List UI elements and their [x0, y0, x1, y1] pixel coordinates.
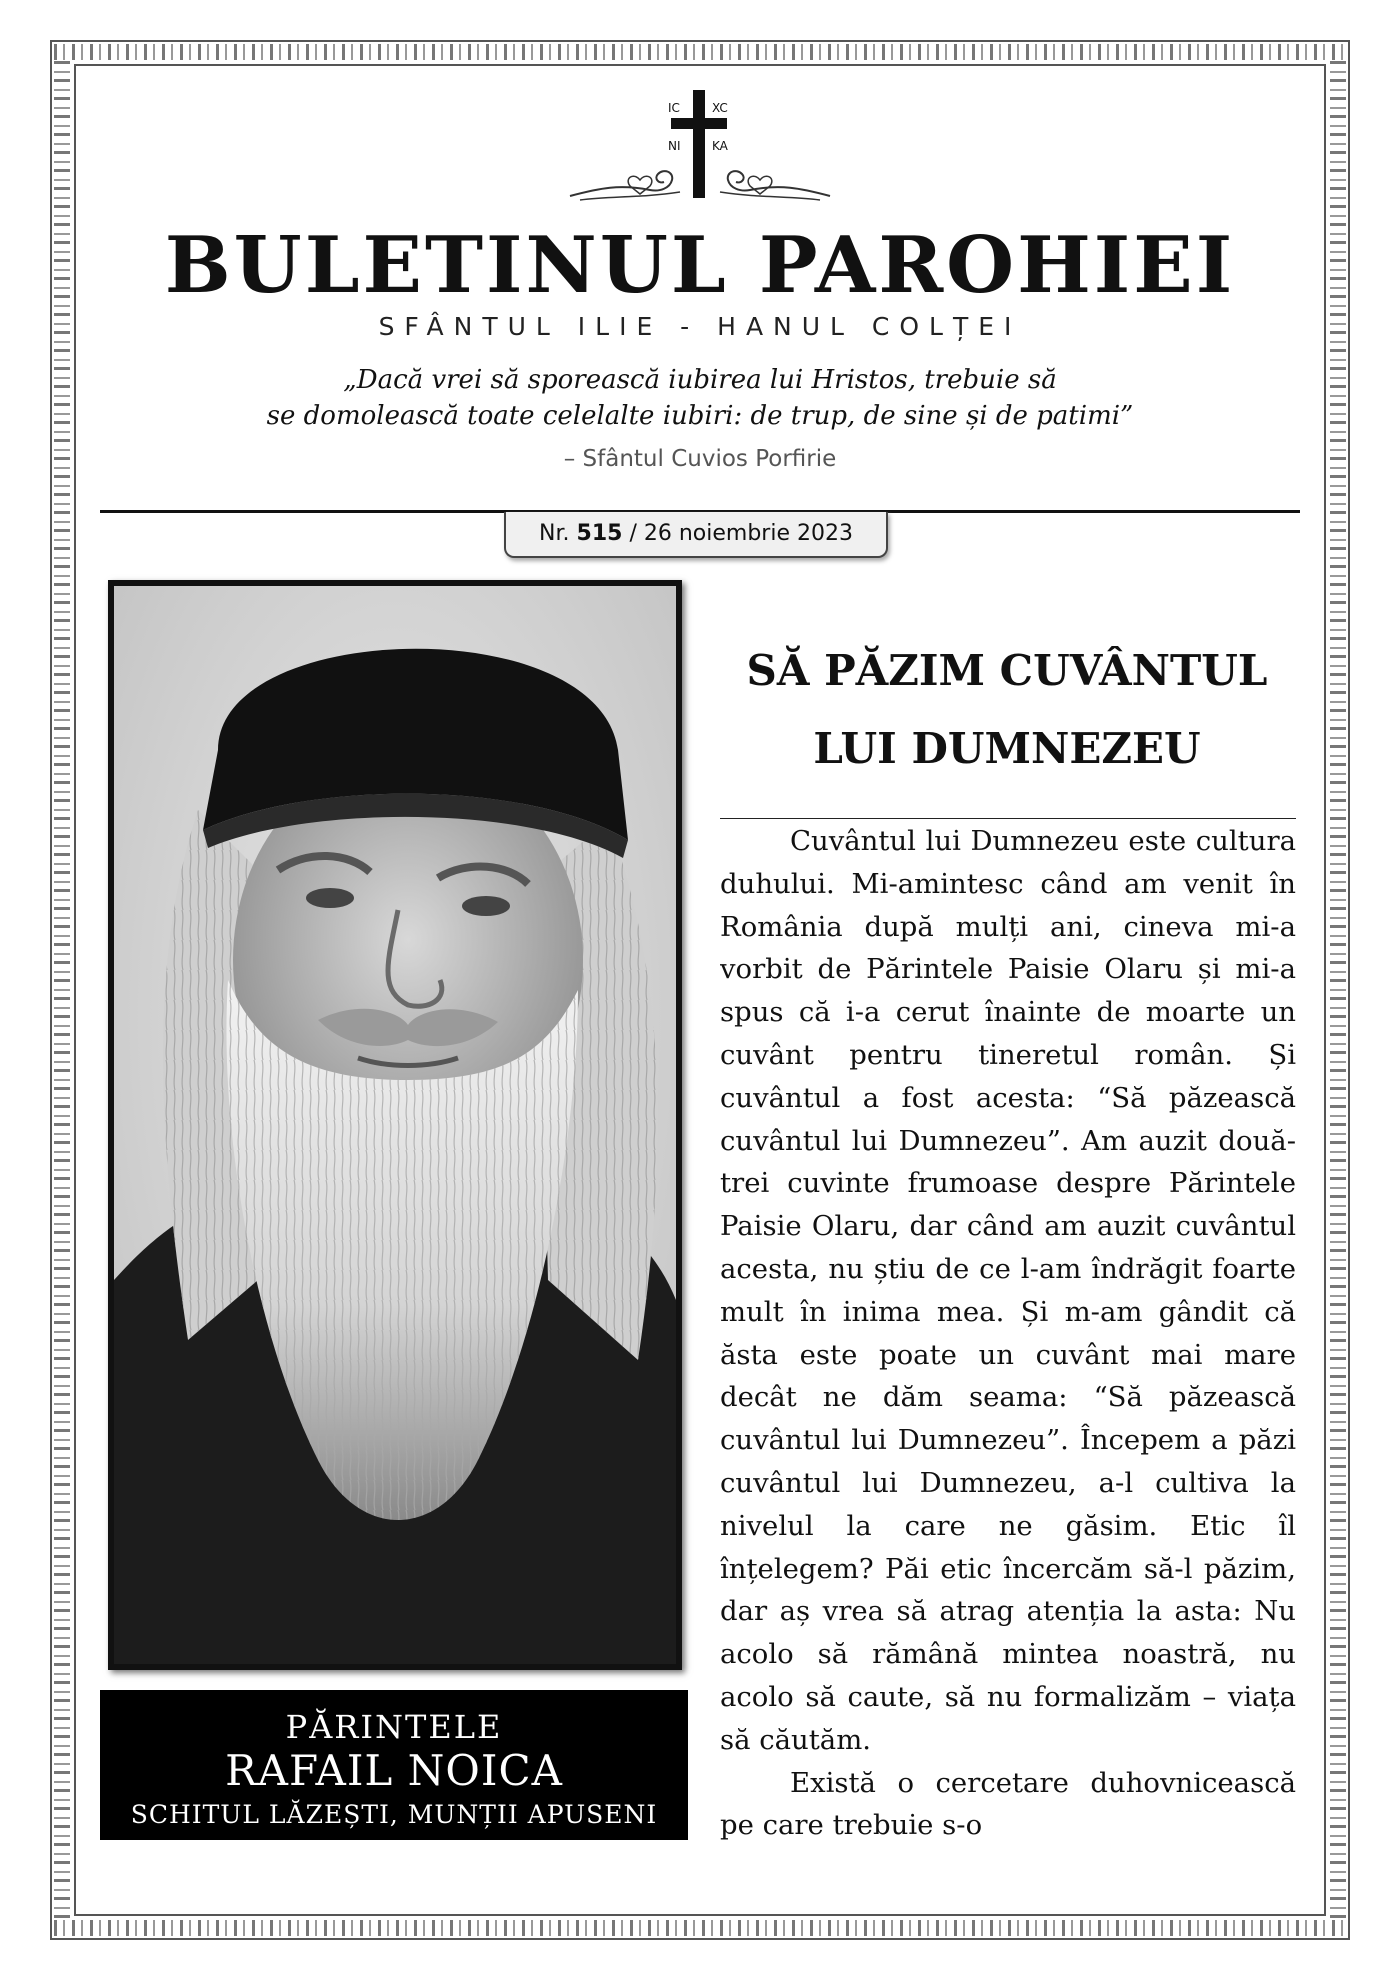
cross-emblem-icon — [560, 88, 840, 218]
portrait-image — [108, 580, 682, 1670]
article-body — [720, 820, 1296, 1872]
caption-title: PĂRINTELE — [285, 1708, 503, 1746]
emblem-ic: IC — [668, 101, 680, 115]
article-title-line-1: SĂ PĂZIM CUVÂNTUL — [746, 646, 1268, 695]
quote-line-1: „Dacă vrei să sporească iubirea lui Hristos, trebuie să — [343, 365, 1057, 395]
article-title — [712, 632, 1302, 788]
issue-number: 515 — [576, 521, 623, 546]
emblem-ni: NI — [668, 139, 681, 153]
article-title-divider — [720, 818, 1296, 819]
quote-line-2: se domolească toate celelalte iubiri: de trup, de sine și de patimi” — [266, 401, 1134, 431]
bulletin-title: BULETINUL PAROHIEI — [164, 220, 1236, 311]
epigraph-quote — [200, 362, 1200, 434]
article-title-line-2: LUI DUMNEZEU — [813, 724, 1201, 773]
parish-name: SFÂNTUL ILIE - HANUL COLȚEI — [378, 312, 1022, 341]
article-paragraph-1: Cuvântul lui Dumnezeu este cultura duhului. Mi-amintesc când am venit în România după mulți ani, cineva mi-a vorbit de Părintele Paisie Olaru și mi-a spus că i-a cerut înainte de moarte un cuvânt pentru tineretul român. Și cuvântul a fost acesta: “Să păzească cuvântul lui Dumnezeu”. Am auzit două-trei cuvinte frumoase despre Părintele Paisie Olaru, dar când am auzit cuvântul acesta, nu știu de ce l-am îndrăgit foarte mult în inima mea. Și m-am gândit că ăsta este poate un cuvânt mai mare decât ne dăm seama: “Să păzească cuvântul lui Dumnezeu”. Începem a păzi cuvântul lui Dumnezeu, a-l cultiva la nivelul la care ne găsim. Etic îl înțelegem? Păi etic încercăm să-l păzim, dar aș vrea să atrag atenția la asta: Nu acolo să rămână mintea noastră, nu acolo să caute, să nu formalizăm – viața să căutăm. — [720, 825, 1296, 1756]
portrait-caption — [100, 1690, 688, 1840]
quote-author: – Sfântul Cuvios Porfirie — [563, 446, 837, 472]
article-paragraph-2: Există o cercetare duhovnicească pe care trebuie s-o — [720, 1766, 1296, 1842]
caption-location: SCHITUL LĂZEȘTI, MUNȚII APUSENI — [130, 1800, 658, 1829]
portrait-photo — [108, 580, 682, 1670]
emblem-xc: XC — [712, 101, 728, 115]
issue-date: / 26 noiembrie 2023 — [629, 521, 853, 546]
emblem-ka: KA — [712, 139, 728, 153]
issue-prefix: Nr. — [539, 521, 570, 546]
issue-badge — [504, 512, 888, 558]
caption-name: RAFAIL NOICA — [225, 1746, 563, 1795]
